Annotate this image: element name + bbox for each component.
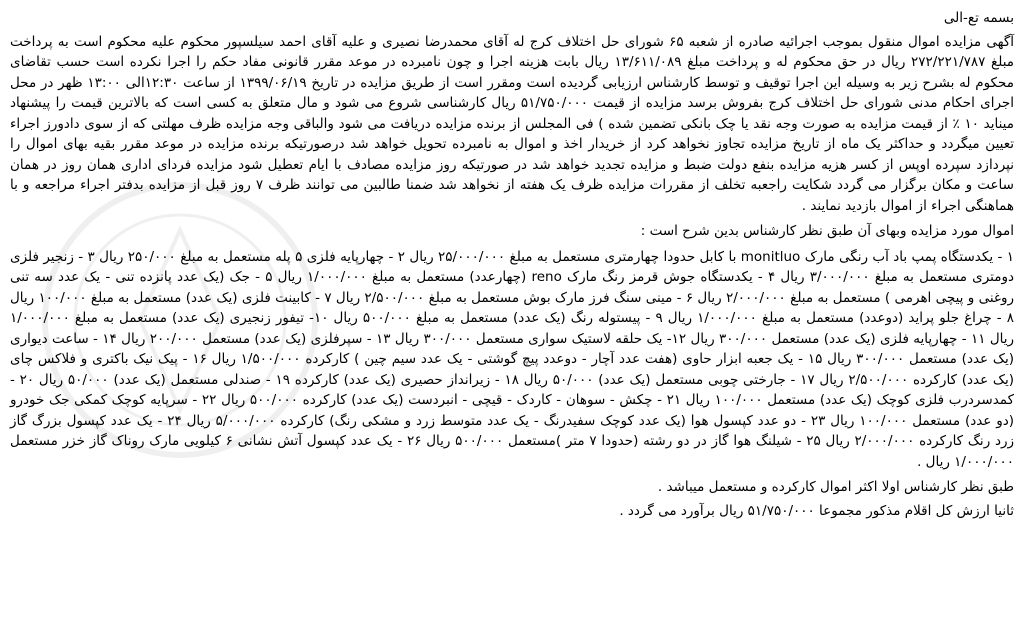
expert-note: طبق نظر کارشناس اولا اکثر اموال کارکرده و مستعمل میباشد .: [657, 479, 1014, 495]
intro-paragraph: آگهی مزایده اموال منقول بموجب اجرائیه صادره از شعبه ۶۵ شورای حل اختلاف کرج له آقای محمدرضا نصیری و علیه آقای احمد سیلسپور محکوم علیه محکوم است به پرداخت مبلغ ۲۷۲/۲۲۱/۷۸۷ ریال در حق محکوم له و پرداخت مبلغ ۱۳/۶۱۱/۰۸۹ ریال بابت هزینه اجرا و چون نامبرده در موعد مقرر قانونی مفاد حکم را اجرا نکرده است حسب تقاضای محکوم له بشرح زیر به وسیله این اجرا توقیف و توسط کارشناس ارزیابی گردیده است ومقرر است از طریق مزایده در تاریخ ۱۳۹۹/۰۶/۱۹ از ساعت ۱۲:۳۰الی ۱۳:۰۰ ظهر در محل اجرای احکام مدنی شورای حل اختلاف کرج بفروش برسد مزایده از قیمت ۵۱/۷۵۰/۰۰۰ ریال کارشناسی شروع می شود و مال متعلق به کسی است که بالاترین قیمت را پیشنهاد میناید ۱۰ ٪ از قیمت مزایده به صورت وجه نقد یا چک بانکی تضمین شده ) فی المجلس از برنده مزایده دریافت می شود والباقی وجه مزایده ظرف مهلتی که از سوی دادورز اجراء تعیین میگردد و حداکثر یک ماه از تاریخ مزایده تجاوز نخواهد کرد از خریدار اخذ و اموال به نامبرده تحویل خواهد شد درصورتیکه برنده مزایده در موعد مقرر بقیه بهای اموال را نپردازد سپرده اوپس از کسر هزیه مزایده بنفع دولت ضبط و مزایده تجدید خواهد شد در صورتیکه روز مزایده مصادف با ایام تعطیل شود مزایده فردای اداری همان روز در همان ساعت و مکان برگزار می گردد شکایت راجعبه تخلف از مقررات مزایده ظرف یک هفته از نخواهد شد ضمنا طالبین می توانند ظرف ۷ روز قبل از مزایده بدفتر اجراء مراجعه و با هماهنگی اجراء از اموال بازدید نمایند .: [10, 33, 1014, 214]
total-value-note: ثانیا ارزش کل اقلام مذکور مجموعا ۵۱/۷۵۰/۰۰۰ ریال برآورد می گردد .: [619, 502, 1014, 519]
items-title: اموال مورد مزایده وبهای آن طبق نظر کارشناس بدین شرح است :: [640, 223, 1014, 239]
document-heading: بسمه تع-الی: [943, 10, 1014, 26]
items-paragraph: ۱ - یکدستگاه پمپ باد آب رنگی مارک monitluo با کابل حدودا چهارمتری مستعمل به مبلغ ۲۵/۰۰۰/۰۰۰ ریال ۲ - چهارپایه فلزی ۵ پله مستعمل به مبلغ ۲۵۰/۰۰۰ ریال ۳ - زنجیر فلزی دومتری مستعمل به مبلغ ۳/۰۰۰/۰۰۰ ریال ۴ - یکدستگاه جوش قرمز رنگ مارک reno (چهارعدد) مستعمل به مبلغ ۱/۰۰۰/۰۰۰ ریال ۵ - جک (یک عدد پانزده تنی - یک عدد سه تنی روغنی و پیچی اهرمی ) مستعمل به مبلغ ۲/۰۰۰/۰۰۰ ریال ۶ - مینی سنگ فرز مارک بوش مستعمل به مبلغ ۲/۵۰۰/۰۰۰ ریال ۷ - کابینت فلزی (یک عدد) مستعمل به مبلغ ۱۰۰/۰۰۰ ریال ۸ - چراغ جلو پراید (دوعدد) مستعمل به مبلغ ۱/۰۰۰/۰۰۰ ریال ۹ - پیستوله رنگ (یک عدد) مستعمل به مبلغ ۵۰۰/۰۰۰ ریال ۱۰- تیفور زنجیری (یک عدد) مستعمل به مبلغ ۱/۰۰۰/۰۰۰ ریال ۱۱ - چهارپایه فلزی (یک عدد) مستعمل ۳۰۰/۰۰۰ ریال ۱۲- یک حلقه لاستیک سواری مستعمل ۳۰۰/۰۰۰ ریال ۱۳ - سپرفلزی (یک عدد) مستعمل ۲۰۰/۰۰۰ ریال ۱۴ - ساعت دیواری (یک عدد) مستعمل ۳۰۰/۰۰۰ ریال ۱۵ - یک جعبه ابزار حاوی (هفت عدد آچار - دوعدد پیچ گوشتی - یک عدد سیم چین ) کارکرده ۱/۵۰۰/۰۰۰ ریال ۱۶ - پیک نیک باکتری و فلاکس چای (یک عدد) کارکرده ۲/۵۰۰/۰۰۰ ریال ۱۷ - جارختی چوبی مستعمل (یک عدد) ۵۰/۰۰۰ ریال ۱۸ - زیرانداز حصیری (یک عدد) کارکرده ۱۹ - صندلی مستعمل (یک عدد) ۵۰/۰۰۰ ریال ۲۰ - کمدسردرب فلزی کوچک (یک عدد) مستعمل ۱۰۰/۰۰۰ ریال ۲۱ - چکش - سوهان - کاردک - قیچی - انبردست (یک عدد) کارکرده ۵۰۰/۰۰۰ ریال ۲۲ - سرپایه کوچک کمکی جک خودرو (دو عدد) مستعمل ۱۰۰/۰۰۰ ریال ۲۳ - دو عدد کپسول هوا (یک عدد کوچک سفیدرنگ - یک عدد متوسط زرد و مشکی رنگ) کارکرده ۵/۰۰۰/۰۰۰ ریال ۲۴ - یک عدد کپسول بزرگ گاز زرد رنگ کارکرده ۲/۰۰۰/۰۰۰ ریال ۲۵ - شیلنگ هوا گاز در دو رشته (حدودا ۷ متر )مستعمل ۵۰۰/۰۰۰ ریال ۲۶ - یک عدد کپسول آتش نشانی ۶ کیلویی مارک روناک گاز خزر مستعمل ۱/۰۰۰/۰۰۰ ریال .: [10, 248, 1015, 470]
